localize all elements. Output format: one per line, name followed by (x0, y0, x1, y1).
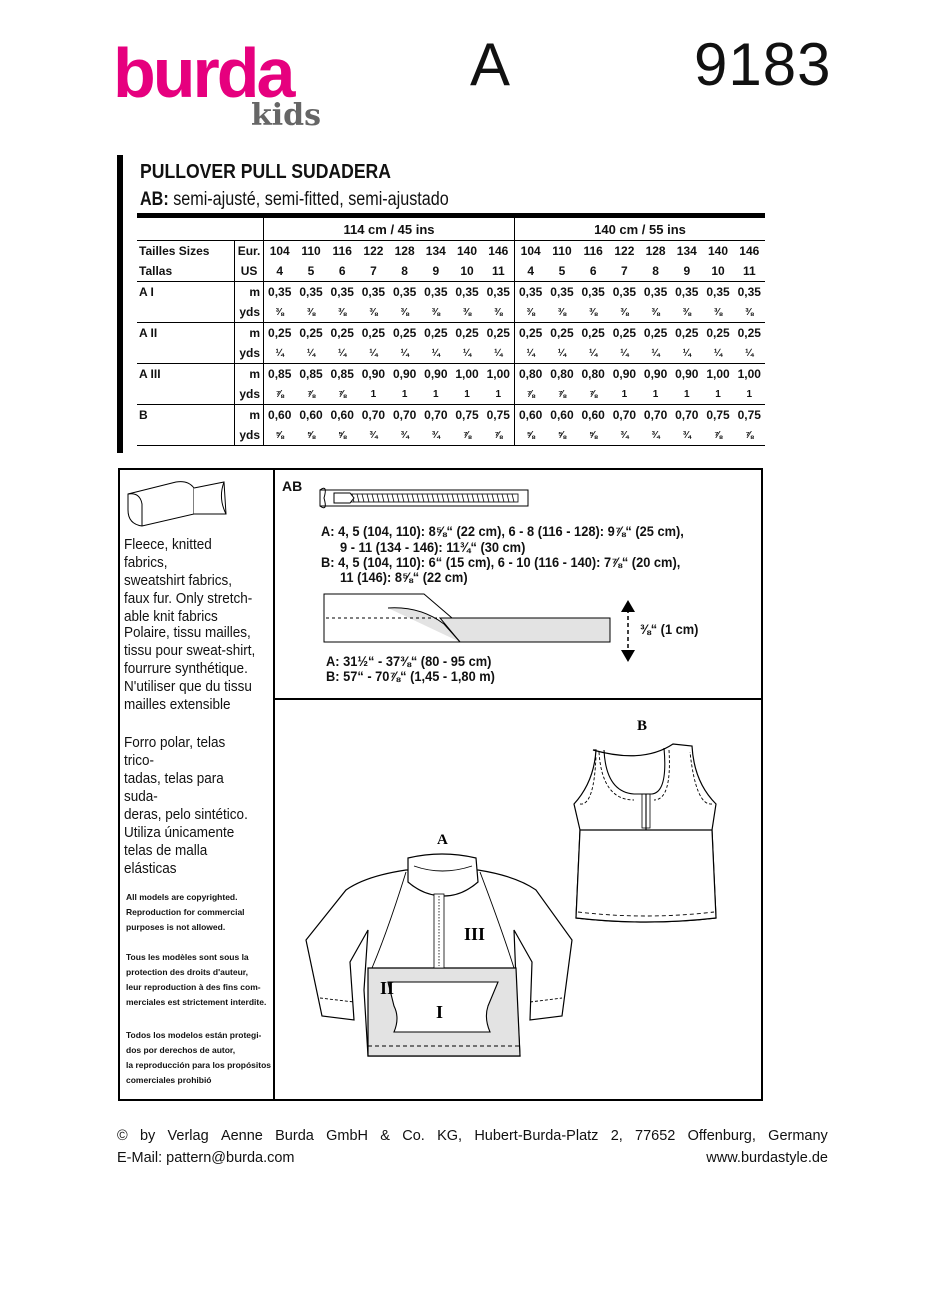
view-piece-label: A III (137, 364, 235, 385)
footer-word: 2, (610, 1128, 623, 1144)
size-us: 11 (491, 264, 505, 278)
yardage-yds: ⅜ (264, 302, 296, 323)
footer-word: © (117, 1128, 128, 1144)
yardage-yds: ¾ (389, 425, 420, 446)
yardage-m: 0,35 (389, 282, 420, 303)
zipper-length-a2: 9 - 11 (134 - 146): 11¾“ (30 cm) (340, 540, 526, 555)
yardage-yds: ¾ (358, 425, 389, 446)
fabric-line: deras, pelo sintético. (124, 806, 248, 823)
size-us: 4 (264, 261, 296, 282)
footer-word: Hubert-Burda-Platz (474, 1128, 599, 1144)
yardage-m: 0,90 (671, 364, 702, 385)
yardage-yds: ¼ (713, 347, 723, 359)
table-row (137, 282, 765, 303)
yardage-table (137, 213, 765, 446)
tallas-label: Tallas (139, 264, 173, 278)
view-piece-label: A I (137, 282, 235, 303)
yardage-yds: 1 (746, 388, 753, 400)
size-eur: 146 (734, 241, 765, 262)
yardage-yds: ⅜ (745, 306, 754, 318)
yardage-m: 0,35 (358, 282, 389, 303)
model-a-label: A (437, 832, 448, 848)
unit-yds: yds (235, 302, 264, 323)
size-us: 6 (589, 264, 597, 278)
fabrics-es (124, 734, 259, 878)
yardage-m: 0,25 (671, 323, 702, 344)
footer-copyright (117, 1128, 828, 1144)
yardage-m: 0,75 (734, 405, 765, 426)
copyright-line: Todos los modelos están protegi- (126, 1030, 262, 1040)
yardage-m: 0,90 (358, 364, 389, 385)
copyright-line: comerciales prohibió (126, 1075, 212, 1085)
fabric-line: faux fur. Only stretch- (124, 590, 253, 607)
yardage-yds: ¼ (431, 347, 440, 359)
yardage-m: 0,35 (671, 282, 702, 303)
yardage-m: 0,90 (420, 364, 451, 385)
yardage-yds: ⅞ (515, 384, 547, 405)
yardage-yds: ¼ (306, 347, 316, 359)
size-eur: 110 (295, 241, 326, 262)
yardage-m: 0,60 (515, 405, 547, 426)
yardage-yds: ¾ (640, 425, 671, 446)
yardage-yds: 1 (495, 388, 502, 400)
yardage-yds: ¾ (420, 425, 451, 446)
fabric-line: tissu pour sweat-shirt, (124, 642, 256, 659)
unit-m: m (235, 282, 264, 303)
yardage-yds: ¼ (338, 347, 347, 359)
yardage-yds: 1 (464, 388, 470, 400)
yardage-m: 0,25 (702, 323, 733, 344)
yardage-yds: ⅜ (589, 306, 598, 318)
footer-word: GmbH (326, 1128, 369, 1144)
yardage-yds: ⅞ (734, 425, 765, 446)
yardage-yds: ⅞ (306, 388, 316, 400)
zipper-length-a1: A: 4, 5 (104, 110): 8⅝“ (22 cm), 6 - 8 (116 - 128): 9⅞“ (25 cm), (321, 524, 684, 539)
yardage-yds: 1 (715, 388, 721, 400)
yardage-m: 0,75 (702, 405, 733, 426)
yardage-yds: ⅞ (702, 425, 733, 446)
fabric-line: N'utiliser que du tissu (124, 678, 252, 695)
yardage-yds: ⅝ (264, 425, 296, 446)
yardage-yds: ⅞ (557, 388, 567, 400)
yardage-yds: ¼ (462, 347, 472, 359)
yardage-m: 0,35 (264, 282, 296, 303)
zipper-length-b1: B: 4, 5 (104, 110): 6“ (15 cm), 6 - 10 (116 - 140): 7⅞“ (20 cm), (321, 555, 681, 570)
yardage-yds: ⅜ (431, 306, 440, 318)
yardage-m: 0,25 (483, 323, 515, 344)
yardage-m: 0,80 (578, 364, 609, 385)
yardage-yds: ¼ (369, 347, 378, 359)
table-cell (137, 384, 235, 405)
us-label: US (235, 261, 264, 282)
size-eur: 122 (609, 241, 640, 262)
yardage-m: 0,35 (420, 282, 451, 303)
table-row (137, 384, 765, 405)
yardage-yds: ¼ (682, 347, 691, 359)
copyright-line: la reproducción para los propósitos (126, 1060, 271, 1070)
copyright-line: leur reproduction à des fins com- (126, 982, 261, 992)
yardage-m: 1,00 (483, 364, 515, 385)
yardage-m: 0,35 (609, 282, 640, 303)
eur-label: Eur. (235, 241, 264, 262)
fit-subtitle (140, 188, 449, 212)
yardage-yds: ¼ (557, 347, 567, 359)
zipper-icon (318, 484, 533, 514)
fit-subtitle-text: semi-ajusté, semi-fitted, semi-ajustado (168, 189, 449, 210)
yardage-m: 0,70 (389, 405, 420, 426)
yardage-m: 1,00 (451, 364, 482, 385)
yardage-yds: ⅜ (306, 306, 316, 318)
size-us: 7 (621, 264, 628, 278)
table-row (137, 405, 765, 426)
yardage-m: 0,60 (578, 405, 609, 426)
yardage-m: 0,70 (609, 405, 640, 426)
footer-word: & (380, 1128, 390, 1144)
fabric-width-left: 114 cm / 45 ins (264, 216, 515, 241)
table-corner (137, 216, 264, 241)
model-b-vest (574, 744, 716, 922)
copyright-fr (126, 950, 276, 1010)
fabric-line: sweatshirt fabrics, (124, 572, 233, 589)
yardage-m: 1,00 (734, 364, 765, 385)
footer-word: 77652 (635, 1128, 676, 1144)
copyright-line: protection des droits d'auteur, (126, 967, 248, 977)
table-row (137, 241, 765, 262)
fabrics-en (124, 536, 259, 626)
yardage-yds: ¼ (589, 347, 598, 359)
footer-word: Offenburg, (687, 1128, 756, 1144)
yardage-yds: ¼ (494, 347, 503, 359)
table-row (137, 425, 765, 446)
yardage-yds: ¾ (671, 425, 702, 446)
yardage-yds: ⅜ (682, 306, 691, 318)
size-us: 6 (338, 264, 346, 278)
yardage-yds: ⅝ (515, 425, 547, 446)
copyright-line: purposes is not allowed. (126, 922, 226, 932)
yardage-yds: ⅞ (589, 388, 598, 400)
notions-label: AB (282, 478, 303, 494)
unit-m: m (235, 405, 264, 426)
yardage-m: 0,90 (609, 364, 640, 385)
yardage-m: 0,70 (640, 405, 671, 426)
yardage-m: 1,00 (702, 364, 733, 385)
yardage-yds: ⅝ (578, 425, 609, 446)
size-us: 9 (683, 264, 691, 278)
model-a-pullover (306, 854, 572, 1056)
fabric-line: telas de malla elásticas (124, 842, 208, 877)
table-row (137, 261, 765, 282)
footer-word: Co. (402, 1128, 425, 1144)
size-us: 10 (711, 264, 725, 278)
yardage-yds: ⅞ (483, 425, 515, 446)
unit-m: m (235, 364, 264, 385)
fabric-line: fourrure synthétique. (124, 660, 248, 677)
yardage-m: 0,80 (515, 364, 547, 385)
size-us: 8 (401, 264, 408, 278)
footer-word: Germany (768, 1128, 828, 1144)
size-us: 7 (370, 264, 377, 278)
unit-yds: yds (235, 384, 264, 405)
yardage-yds: ¼ (515, 343, 547, 364)
yardage-m: 0,25 (295, 323, 326, 344)
yardage-m: 0,25 (546, 323, 577, 344)
table-cell (137, 302, 235, 323)
page-title: PULLOVER PULL SUDADERA (140, 161, 391, 183)
yardage-m: 0,25 (515, 323, 547, 344)
size-us: 5 (307, 264, 315, 278)
yardage-m: 0,70 (358, 405, 389, 426)
yardage-yds: ⅜ (557, 306, 567, 318)
burda-kids-logo (113, 34, 343, 138)
tape-length-a: A: 31½“ - 37⅜“ (80 - 95 cm) (326, 654, 492, 669)
yardage-yds: 1 (621, 388, 628, 400)
yardage-yds: ¾ (609, 425, 640, 446)
yardage-yds: ¼ (264, 343, 296, 364)
yardage-m: 0,85 (295, 364, 326, 385)
yardage-m: 0,60 (327, 405, 358, 426)
yardage-yds: ⅝ (327, 425, 358, 446)
yardage-m: 0,70 (671, 405, 702, 426)
footer-word: Burda (275, 1128, 314, 1144)
footer-word: Verlag (167, 1128, 209, 1144)
unit-yds: yds (235, 343, 264, 364)
yardage-yds: 1 (433, 388, 439, 400)
view-piece-label: B (137, 405, 235, 426)
yardage-yds: ⅝ (546, 425, 577, 446)
logo-kids-text: kids (251, 98, 322, 133)
piece-ii-label: II (380, 978, 395, 998)
yardage-yds: 1 (370, 388, 377, 400)
yardage-m: 0,35 (702, 282, 733, 303)
zipper-length-b2: 11 (146): 8⅝“ (22 cm) (340, 570, 468, 585)
yardage-m: 0,25 (327, 323, 358, 344)
size-us: 8 (652, 264, 659, 278)
yardage-m: 0,85 (264, 364, 296, 385)
yardage-m: 0,75 (483, 405, 515, 426)
table-row (137, 364, 765, 385)
footer-website: www.burdastyle.de (706, 1150, 828, 1166)
binding-tape-icon (320, 590, 620, 650)
size-us: 5 (558, 264, 566, 278)
table-row (137, 323, 765, 344)
yardage-m: 0,25 (734, 323, 765, 344)
fit-subtitle-prefix: AB: (140, 189, 169, 210)
size-eur: 134 (671, 241, 702, 262)
size-eur: 146 (483, 241, 515, 262)
size-eur: 116 (327, 241, 358, 262)
yardage-m: 0,85 (327, 364, 358, 385)
fabric-line: Forro polar, telas trico- (124, 734, 226, 769)
yardage-m: 0,75 (451, 405, 482, 426)
copyright-line: dos por derechos de autor, (126, 1045, 236, 1055)
yardage-yds: ⅝ (295, 425, 326, 446)
yardage-m: 0,25 (420, 323, 451, 344)
size-eur: 104 (515, 241, 547, 262)
piece-iii-label: III (464, 924, 486, 944)
fabric-width-right: 140 cm / 55 ins (515, 216, 766, 241)
footer-word: by (139, 1128, 156, 1144)
yardage-yds: ⅜ (369, 306, 378, 318)
size-eur: 140 (451, 241, 482, 262)
fabrics-fr (124, 624, 259, 714)
yardage-m: 0,35 (515, 282, 547, 303)
size-eur: 140 (702, 241, 733, 262)
yardage-m: 0,80 (546, 364, 577, 385)
yardage-yds: 1 (684, 388, 690, 400)
yardage-yds: 1 (652, 388, 659, 400)
yardage-yds: ⅞ (264, 384, 296, 405)
copyright-line: All models are copyrighted. (126, 892, 238, 902)
yardage-m: 0,25 (578, 323, 609, 344)
yardage-m: 0,60 (546, 405, 577, 426)
copyright-line: merciales est strictement interdite. (126, 997, 267, 1007)
unit-m: m (235, 323, 264, 344)
yardage-yds: ⅜ (651, 306, 660, 318)
garment-illustration (276, 700, 761, 1098)
yardage-m: 0,60 (264, 405, 296, 426)
yardage-yds: ⅜ (713, 306, 723, 318)
yardage-m: 0,35 (451, 282, 482, 303)
fabric-line: Fleece, knitted fabrics, (124, 536, 212, 571)
size-us: 4 (515, 261, 547, 282)
size-us: 9 (432, 264, 440, 278)
size-eur: 104 (264, 241, 296, 262)
width-arrow-icon (617, 598, 639, 664)
size-eur: 128 (640, 241, 671, 262)
view-piece-label: A II (137, 323, 235, 344)
yardage-m: 0,90 (389, 364, 420, 385)
footer-word: KG, (437, 1128, 463, 1144)
fabric-line: able knit fabrics (124, 608, 218, 625)
yardage-yds: ¼ (745, 347, 754, 359)
size-eur: 134 (420, 241, 451, 262)
yardage-m: 0,35 (327, 282, 358, 303)
yardage-m: 0,35 (295, 282, 326, 303)
yardage-yds: 1 (401, 388, 408, 400)
yardage-yds: ⅜ (338, 306, 347, 318)
table-row (137, 343, 765, 364)
fabric-line: Polaire, tissu mailles, (124, 624, 251, 641)
yardage-m: 0,35 (734, 282, 765, 303)
yardage-m: 0,35 (578, 282, 609, 303)
tape-length-b: B: 57“ - 70⅞“ (1,45 - 1,80 m) (326, 669, 495, 684)
size-eur: 128 (389, 241, 420, 262)
yardage-m: 0,25 (389, 323, 420, 344)
copyright-line: Tous les modèles sont sous la (126, 952, 249, 962)
yardage-m: 0,60 (295, 405, 326, 426)
sizes-label: Tailles Sizes (137, 241, 235, 262)
yardage-yds: ¼ (620, 347, 629, 359)
piece-i-label: I (436, 1002, 444, 1022)
yardage-m: 0,25 (640, 323, 671, 344)
fabric-line: mailles extensible (124, 696, 231, 713)
yardage-yds: ⅞ (451, 425, 482, 446)
yardage-yds: ⅜ (620, 306, 629, 318)
logo-burda-text: burda (113, 34, 293, 112)
section-bar (117, 155, 123, 453)
yardage-yds: ¼ (651, 347, 660, 359)
view-letter: A (470, 31, 511, 98)
size-eur: 122 (358, 241, 389, 262)
pattern-number: 9183 (694, 31, 832, 98)
tape-width: ⅜“ (1 cm) (640, 622, 699, 637)
table-row (137, 302, 765, 323)
copyright-line: Reproduction for commercial (126, 907, 245, 917)
yardage-yds: ⅜ (494, 306, 503, 318)
yardage-m: 0,25 (609, 323, 640, 344)
copyright-es (126, 1028, 276, 1088)
unit-yds: yds (235, 425, 264, 446)
yardage-m: 0,25 (451, 323, 482, 344)
size-eur: 110 (546, 241, 577, 262)
yardage-yds: ⅞ (338, 388, 347, 400)
table-cell (137, 343, 235, 364)
yardage-m: 0,70 (420, 405, 451, 426)
model-b-label: B (637, 718, 648, 734)
fabric-roll-icon (124, 474, 234, 534)
yardage-yds: ¼ (400, 347, 409, 359)
footer-word: Aenne (220, 1128, 263, 1144)
yardage-yds: ⅜ (400, 306, 409, 318)
yardage-m: 0,25 (264, 323, 296, 344)
yardage-m: 0,90 (640, 364, 671, 385)
table-width-row (137, 216, 765, 241)
yardage-yds: ⅜ (515, 302, 547, 323)
yardage-m: 0,25 (358, 323, 389, 344)
yardage-yds: ⅜ (462, 306, 472, 318)
fabric-line: tadas, telas para suda- (124, 770, 224, 805)
yardage-m: 0,35 (546, 282, 577, 303)
fabric-line: Utiliza únicamente (124, 824, 235, 841)
footer-email: E-Mail: pattern@burda.com (117, 1150, 295, 1166)
copyright-en (126, 890, 276, 935)
size-eur: 116 (578, 241, 609, 262)
yardage-m: 0,35 (640, 282, 671, 303)
size-us: 10 (460, 264, 474, 278)
table-cell (137, 425, 235, 446)
size-us: 11 (742, 264, 756, 278)
yardage-m: 0,35 (483, 282, 515, 303)
